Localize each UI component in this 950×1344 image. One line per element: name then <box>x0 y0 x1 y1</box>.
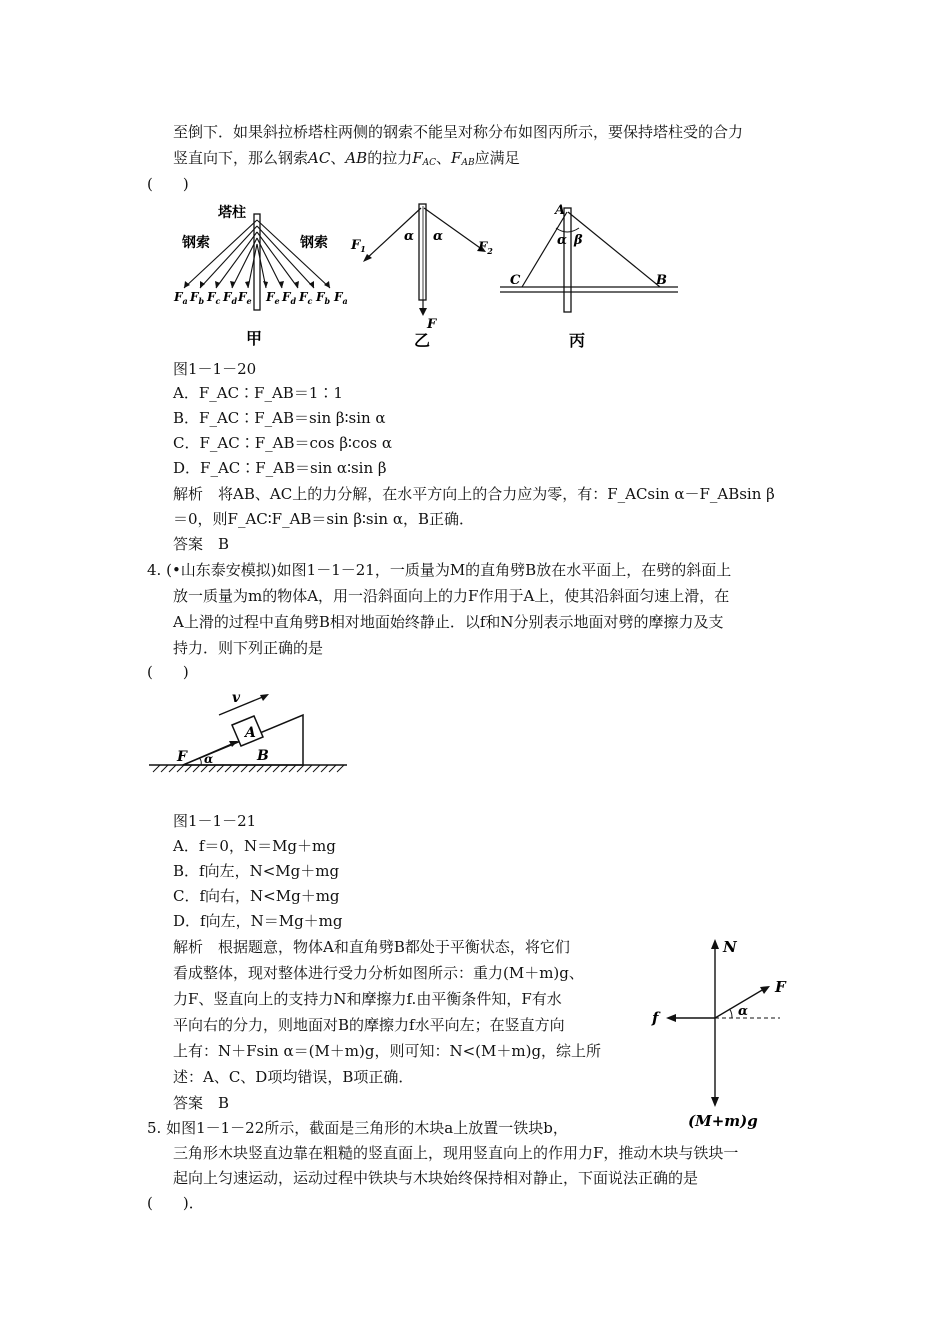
bing-c: C <box>510 273 521 288</box>
q5-line2: 三角形木块竖直边靠在粗糙的竖直面上，现用竖直向上的作用力F，推动木块与铁块一 <box>173 1144 739 1162</box>
q3-ab: AB <box>345 149 368 167</box>
q4-option-a: A．f＝0，N＝Mg＋mg <box>173 837 336 855</box>
q3-f1: F <box>412 149 423 167</box>
jia-label: 甲 <box>246 329 263 348</box>
wedge-f: F <box>177 749 187 765</box>
q3-option-b-text: F_AC∶F_AB＝sin β∶sin α <box>199 409 386 427</box>
jia-force-d-right: $F_d$ <box>282 290 297 306</box>
q4-analysis-line1: 解析 根据题意，物体A和直角劈B都处于平衡状态，将它们 <box>173 938 570 956</box>
q4-line1: 4. (•山东泰安模拟)如图1－1－21，一质量为M的直角劈B放在水平面上，在劈的斜面上 <box>147 561 732 579</box>
force-diagram <box>652 935 802 1130</box>
wedge-a: A <box>245 725 256 741</box>
yi-label: 乙 <box>414 331 431 350</box>
q4-analysis-line6: 述：A、C、D项均错误，B项正确． <box>173 1068 414 1086</box>
q3-option-a: A．F_AC∶F_AB＝1∶1 <box>173 384 343 402</box>
wedge-alpha: α <box>204 752 214 766</box>
jia-force-d-left: $F_d$ <box>223 290 238 306</box>
figure-wedge <box>147 685 357 795</box>
q4-option-c: C．f向右，N<Mg＋mg <box>173 887 340 905</box>
jia-force-a-right: $F_a$ <box>334 290 348 306</box>
figure-bing <box>500 200 690 350</box>
q3-option-c-text: F_AC∶F_AB＝cos β∶cos α <box>199 434 392 452</box>
q3-option-d-text: F_AC∶F_AB＝sin α∶sin β <box>200 459 387 477</box>
q3-mid: 的拉力 <box>367 149 413 167</box>
q3-answer: 答案 B <box>173 535 230 553</box>
jia-force-b-right: $F_b$ <box>316 290 331 306</box>
jia-force-b-left: $F_b$ <box>190 290 205 306</box>
bing-label: 丙 <box>569 331 586 350</box>
q3-stem-line1: 至倒下．如果斜拉桥塔柱两侧的钢索不能呈对称分布如图丙所示，要保持塔柱受的合力 <box>173 123 744 141</box>
figure-jia <box>170 200 370 350</box>
q3-paren: ( ) <box>147 175 189 193</box>
jia-force-c-right: $F_c$ <box>299 290 313 306</box>
force-weight: (M+m)g <box>688 1112 758 1130</box>
q4-analysis-line5: 上有：N＋Fsin α＝(M＋m)g，则可知：N<(M＋m)g，综上所 <box>173 1042 602 1060</box>
q4-paren: ( ) <box>147 663 189 681</box>
q4-line4: 持力．则下列正确的是 <box>173 639 324 657</box>
bing-b: B <box>656 273 667 288</box>
jia-cable-left: 钢索 <box>182 235 210 251</box>
bing-beta: β <box>574 233 583 248</box>
yi-f1: $F_1$ <box>351 238 366 254</box>
q5-line3: 起向上匀速运动，运动过程中铁块与木块始终保持相对静止，下面说法正确的是 <box>173 1169 699 1187</box>
q3-post: 应满足 <box>474 149 520 167</box>
q4-option-b-text: f向左，N<Mg＋mg <box>199 862 340 880</box>
q3-sep: 、 <box>330 149 346 167</box>
q4-analysis-line2: 看成整体，现对整体进行受力分析如图所示：重力(M＋m)g、 <box>173 964 584 982</box>
q4-number: 4. <box>147 561 162 579</box>
yi-f: F <box>427 317 437 332</box>
wedge-b: B <box>257 748 269 764</box>
force-friction: f <box>652 1009 659 1027</box>
q4-line2: 放一质量为m的物体A，用一沿斜面向上的力F作用于A上，使其沿斜面匀速上滑，在 <box>173 587 730 605</box>
force-f: F <box>775 978 786 996</box>
q4-analysis-line3: 力F、竖直向上的支持力N和摩擦力f.由平衡条件知，F有水 <box>173 990 562 1008</box>
jia-force-a-left: $F_a$ <box>174 290 188 306</box>
jia-tower-label: 塔柱 <box>218 205 246 221</box>
q3-f2-sub: AB <box>461 158 475 168</box>
fig-caption-1-1-20: 图1－1－20 <box>173 360 257 378</box>
q3-f1-sub: AC <box>422 158 437 168</box>
yi-alpha-right: α <box>433 229 444 244</box>
q4-answer: 答案 B <box>173 1094 230 1112</box>
q3-option-a-text: F_AC∶F_AB＝1∶1 <box>198 384 343 402</box>
q3-option-d: D．F_AC∶F_AB＝sin α∶sin β <box>173 459 387 477</box>
q4-option-d-text: f向左，N＝Mg＋mg <box>200 912 343 930</box>
q3-stem-line2 <box>173 149 520 172</box>
bing-alpha: α <box>557 233 568 248</box>
q3-f2: F <box>451 149 462 167</box>
jia-force-e-right: $F_e$ <box>266 290 280 306</box>
q5-number: 5. <box>147 1119 162 1137</box>
q4-option-a-text: f＝0，N＝Mg＋mg <box>198 837 336 855</box>
wedge-v: v <box>232 690 241 706</box>
q3-ac: AC <box>308 149 331 167</box>
force-n: N <box>723 938 737 956</box>
q3-option-c: C．F_AC∶F_AB＝cos β∶cos α <box>173 434 392 452</box>
force-alpha: α <box>738 1004 749 1019</box>
yi-alpha-left: α <box>404 229 415 244</box>
jia-cable-right: 钢索 <box>300 235 328 251</box>
q4-line3: A上滑的过程中直角劈B相对地面始终静止．以f和N分别表示地面对劈的摩擦力及支 <box>173 613 724 631</box>
figure-yi <box>345 200 505 350</box>
fig-caption-1-1-21: 图1－1－21 <box>173 812 257 830</box>
jia-force-e-left: $F_e$ <box>238 290 252 306</box>
q5-line1: 5. 如图1－1－22所示，截面是三角形的木块a上放置一铁块b， <box>147 1119 568 1137</box>
q5-paren: ( )． <box>147 1194 204 1212</box>
q3-analysis-line1: 解析 将AB、AC上的力分解，在水平方向上的合力应为零，有：F_ACsin α－F_ABsin β <box>173 485 775 503</box>
q3-sep2: 、 <box>436 149 452 167</box>
q3-stem-text: 竖直向下，那么钢索 <box>173 149 309 167</box>
jia-force-c-left: $F_c$ <box>207 290 221 306</box>
q3-option-b: B．F_AC∶F_AB＝sin β∶sin α <box>173 409 386 427</box>
q4-option-d: D．f向左，N＝Mg＋mg <box>173 912 343 930</box>
q4-option-c-text: f向右，N<Mg＋mg <box>199 887 340 905</box>
yi-f2: $F_2$ <box>478 240 493 256</box>
q4-option-b: B．f向左，N<Mg＋mg <box>173 862 340 880</box>
bing-a: A <box>555 203 566 218</box>
q3-analysis-line2: ＝0，则F_AC∶F_AB＝sin β∶sin α，B正确． <box>173 510 475 528</box>
q4-analysis-line4: 平向右的分力，则地面对B的摩擦力f水平向左；在竖直方向 <box>173 1016 565 1034</box>
